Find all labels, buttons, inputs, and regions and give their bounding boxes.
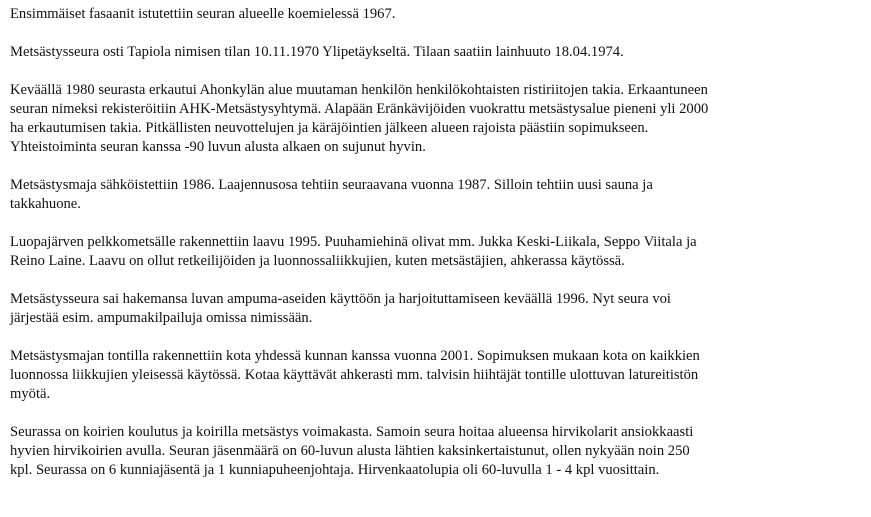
text-line: Metsästysmajan tontilla rakennettiin kota yhdessä kunnan kanssa vuonna 2001. Sopimuksen mukaan kota on kaikkien — [10, 348, 700, 364]
text-line: järjestää esim. ampumakilpailuja omissa nimissään. — [10, 310, 313, 326]
text-line: Yhteistoiminta seuran kanssa -90 luvun alusta alkaen on sujunut hyvin. — [10, 139, 426, 155]
text-line: Metsästysseura osti Tapiola nimisen tilan 10.11.1970 Ylipetäykseltä. Tilaan saatiin lainhuuto 18.04.1974. — [10, 44, 624, 60]
paragraph-dogs-membership — [10, 423, 861, 480]
paragraph-shooting-permit — [10, 290, 861, 328]
text-line: Reino Laine. Laavu on ollut retkeilijöiden ja luonnossaliikkujien, kuten metsästäjien, ahkerassa käytössä. — [10, 253, 625, 269]
text-line: Ensimmäiset fasaanit istutettiin seuran alueelle koemielessä 1967. — [10, 6, 396, 22]
text-line: hyvien hirvikoirien avulla. Seuran jäsenmäärä on 60-luvun alusta lähtien kaksinkertaistunut, ollen nykyään noin 250 — [10, 443, 690, 459]
text-line: takkahuone. — [10, 196, 81, 212]
paragraph-laavu — [10, 233, 861, 271]
paragraph-ahonkyla-split — [10, 81, 861, 157]
paragraph-hunting-lodge — [10, 176, 861, 214]
text-line: ha erkautumisen takia. Pitkällisten neuvottelujen ja käräjöintien jälkeen alueen rajoista päästiin sopimukseen. — [10, 120, 649, 136]
text-line: myötä. — [10, 386, 51, 402]
text-line: luonnossa liikkujien yleisessä käytössä. Kotaa käyttävät ahkerasti mm. talvisin hiihtäjät tontille ulottuvan latureitistön — [10, 367, 699, 383]
text-line: Keväällä 1980 seurasta erkautui Ahonkylän alue muutaman henkilön henkilökohtaisten ristiriitojen takia. Erkaantuneen — [10, 82, 708, 98]
text-line: Metsästysseura sai hakemansa luvan ampuma-aseiden käyttöön ja harjoituttamiseen keväällä 1996. Nyt seura voi — [10, 291, 671, 307]
text-line: Luopajärven pelkkometsälle rakennettiin laavu 1995. Puuhamiehinä olivat mm. Jukka Keski-Liikala, Seppo Viitala ja — [10, 234, 697, 250]
text-line: Metsästysmaja sähköistettiin 1986. Laajennusosa tehtiin seuraavana vuonna 1987. Silloin tehtiin uusi sauna ja — [10, 177, 653, 193]
paragraph-kota — [10, 347, 861, 404]
paragraph-tapiola-estate — [10, 43, 861, 62]
text-line: seuran nimeksi rekisteröitiin AHK-Metsästysyhtymä. Alapään Eränkävijöiden vuokrattu metsästysalue pieneni yli 2000 — [10, 101, 709, 117]
paragraph-pheasants — [10, 5, 861, 24]
text-line: kpl. Seurassa on 6 kunniajäsentä ja 1 kunniapuheenjohtaja. Hirvenkaatolupia oli 60-luvulla 1 - 4 kpl vuosittain. — [10, 462, 660, 478]
text-line: Seurassa on koirien koulutus ja koirilla metsästys voimakasta. Samoin seura hoitaa alueensa hirvikolarit ansiokkaasti — [10, 424, 694, 440]
